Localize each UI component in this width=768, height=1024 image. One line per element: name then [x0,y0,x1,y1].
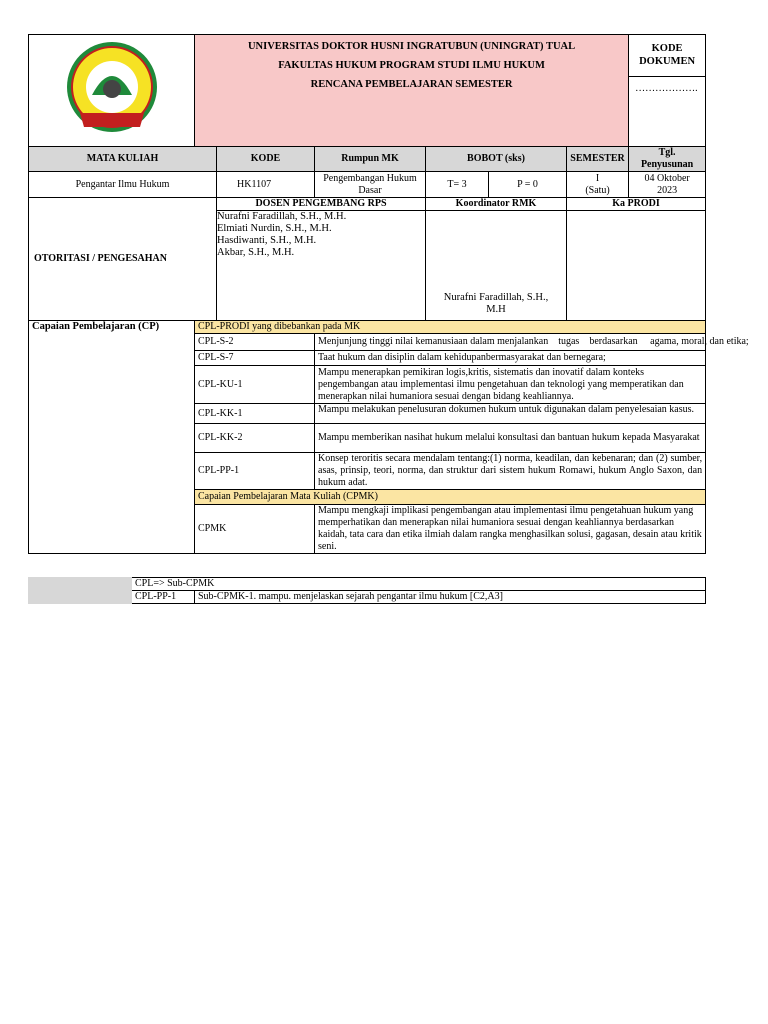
koordinator-name: Nurafni Faradillah, S.H., [443,292,549,303]
mata-kuliah-value: Pengantar Ilmu Hukum [29,172,217,198]
sub-cpmk-side-cell [29,578,132,604]
sub-cpmk-text: Sub-CPMK-1. mampu. menjelaskan sejarah pengantar ilmu hukum [C2,A3] [195,591,706,604]
sub-cpmk-code: CPL-PP-1 [132,591,195,604]
cpmk-text: Mampu mengkaji implikasi pengembangan atau implementasi ilmu pengetahuan hukum yang memperhatikan dan menerapkan nilai humaniora sesuai dengan keahliannya berdasarkan kaidah, tata cara dan etika ilmiah dalam rangka menghasilkan solusi, gagasan, desain atau kritik seni. [315,505,706,554]
semester-text: (Satu) [585,184,610,196]
koordinator-signature [426,211,567,321]
university-logo [62,37,162,145]
koordinator-header: Koordinator RMK [426,198,567,211]
semester-number: I [595,172,600,184]
cpl-text: Menjunjung tinggi nilai kemanusiaan dalam menjalankan tugas berdasarkan agama, moral, dan etika; [315,334,706,351]
cpl-code: CPL-PP-1 [195,453,315,490]
bobot-t-value: T= 3 [426,172,489,198]
tgl-year: 2023 [657,184,678,196]
cpl-text: Mampu memberikan nasihat hukum melalui konsultasi dan bantuan hukum kepada Masyarakat [315,424,706,453]
dosen-header: DOSEN PENGEMBANG RPS [217,198,426,211]
kaprodi-signature [567,211,706,321]
otorisasi-label: OTORITASI / PENGESAHAN [29,198,217,321]
rumpun-value: Pengembangan Hukum Dasar [315,172,426,198]
cpl-prodi-header: CPL-PRODI yang dibebankan pada MK [195,321,706,334]
sub-cpmk-table [28,577,706,604]
faculty-name: FAKULTAS HUKUM PROGRAM STUDI ILMU HUKUM [278,60,545,71]
cpl-code: CPL-KU-1 [195,366,315,404]
kode-dokumen-value: ………………. [635,83,698,94]
kode-dokumen-label: KODE DOKUMEN [629,35,705,77]
dosen-item: Nurafni Faradillah, S.H., M.H. [217,211,347,222]
tgl-date: 04 Oktober [644,172,690,184]
header-title-cell [195,35,629,147]
col-kode: KODE [217,147,315,172]
rps-table [28,34,749,554]
cpl-text: Mampu melakukan penelusuran dokumen hukum untuk digunakan dalam penyelesaian kasus. [315,404,706,424]
bobot-p-value: P = 0 [489,172,567,198]
university-name: UNIVERSITAS DOKTOR HUSNI INGRATUBUN (UNINGRAT) TUAL [247,41,576,52]
capaian-label: Capaian Pembelajaran (CP) [29,321,195,554]
kaprodi-header: Ka PRODI [567,198,706,211]
cpl-code: CPL-S-2 [195,334,315,351]
sub-cpmk-header: CPL=> Sub-CPMK [132,578,706,591]
logo-cell [29,35,195,147]
col-tgl: Tgl. Penyusunan [629,147,706,172]
cpl-text: Mampu menerapkan pemikiran logis,kritis, sistematis dan inovatif dalam konteks pengembangan atau implementasi ilmu pengetahuan dan teknologi yang memperatikan dan menerapkan nilai humaniora sesuai dengan bidang keahliannya. [315,366,706,404]
dosen-item: Hasdiwanti, S.H., M.H. [217,235,317,246]
kode-value: HK1107 [217,172,315,198]
cpl-code: CPL-KK-1 [195,404,315,424]
col-semester: SEMESTER [567,147,629,172]
semester-value [567,172,629,198]
col-mata-kuliah: MATA KULIAH [29,147,217,172]
document-title: RENCANA PEMBELAJARAN SEMESTER [310,79,513,90]
kode-dokumen-cell [629,35,706,147]
tgl-value [629,172,706,198]
cpmk-code: CPMK [195,505,315,554]
dosen-item: Elmiati Nurdin, S.H., M.H. [217,223,332,234]
dosen-item: Akbar, S.H., M.H. [217,247,295,258]
cpmk-header: Capaian Pembelajaran Mata Kuliah (CPMK) [195,490,706,505]
dosen-list [217,211,426,321]
cpl-code: CPL-S-7 [195,351,315,366]
cpl-code: CPL-KK-2 [195,424,315,453]
col-bobot: BOBOT (sks) [426,147,567,172]
koordinator-degree: M.H [486,304,506,315]
cpl-text: Taat hukum dan disiplin dalam kehidupanbermasyarakat dan bernegara; [315,351,706,366]
col-rumpun: Rumpun MK [315,147,426,172]
cpl-text: Konsep teroritis secara mendalam tentang:(1) norma, keadilan, dan kebenaran; dan (2) sumber, asas, prinsip, teori, norma, dan struktur dari sistem hukum Romawi, hukum Anglo Saxon, dan hukum adat. [315,453,706,490]
